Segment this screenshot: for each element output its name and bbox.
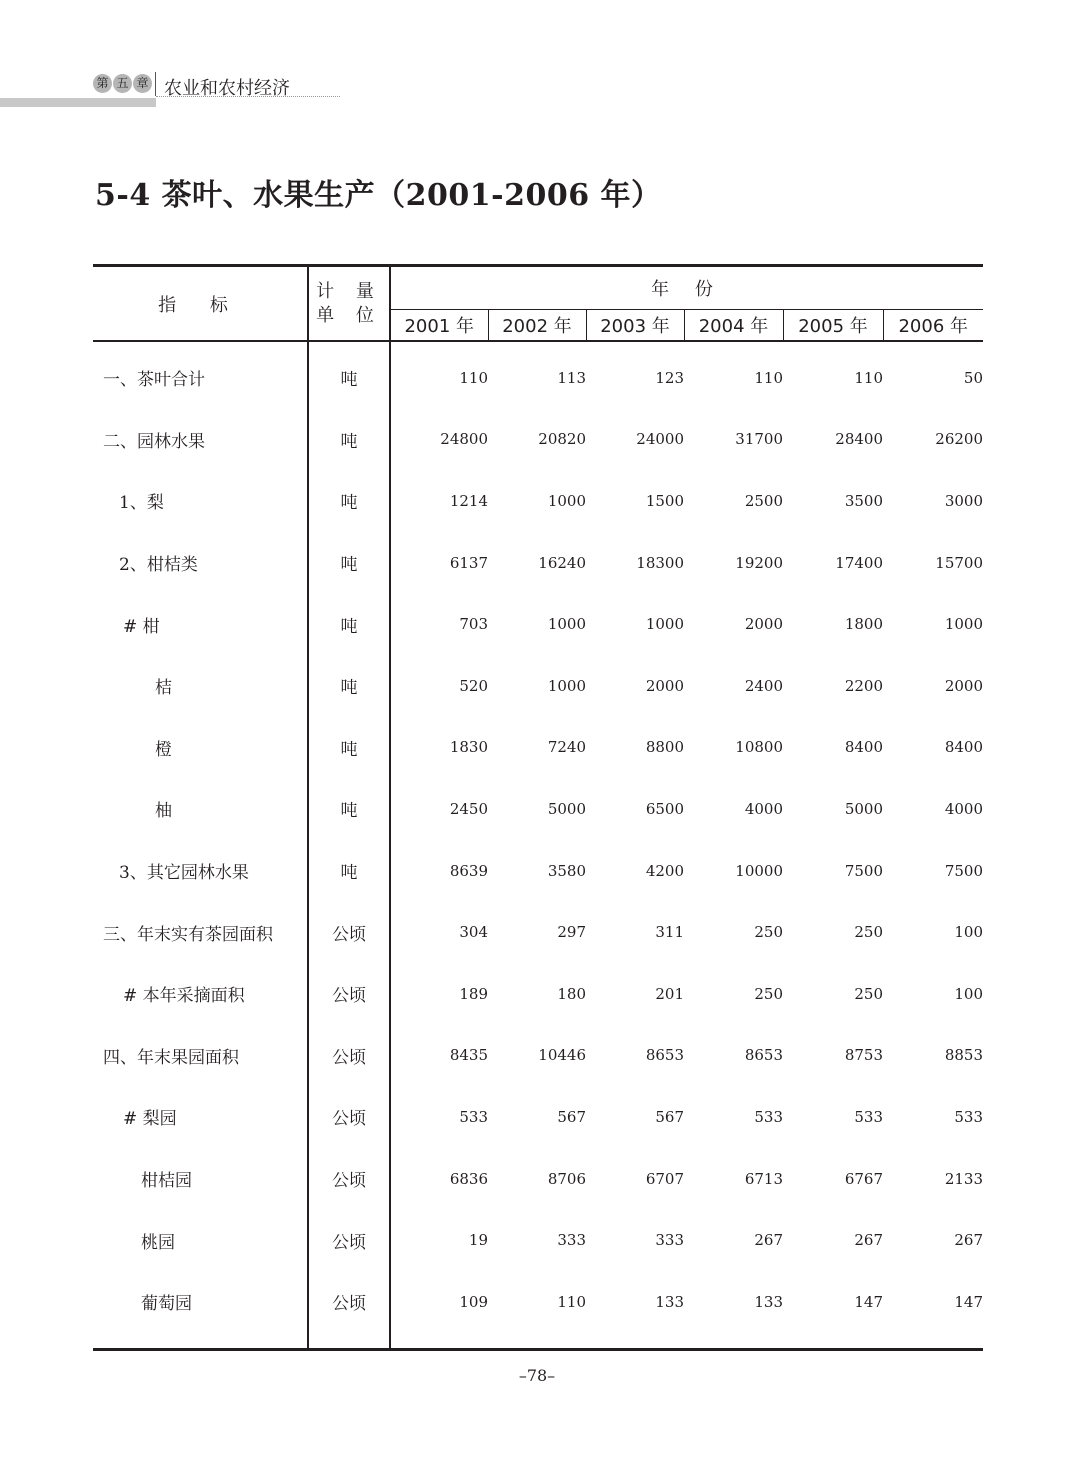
row-value: 2200 bbox=[844, 676, 883, 695]
row-value: 7240 bbox=[547, 738, 586, 757]
row-value: 110 bbox=[854, 368, 883, 387]
row-value: 8400 bbox=[844, 738, 883, 757]
row-value: 18300 bbox=[636, 553, 684, 572]
row-indicator: # 本年采摘面积 bbox=[93, 963, 308, 1025]
table-row bbox=[93, 1025, 983, 1087]
table-row bbox=[93, 341, 983, 409]
row-value: 250 bbox=[854, 923, 883, 942]
row-value: 2400 bbox=[744, 676, 783, 695]
row-value: 533 bbox=[854, 1107, 883, 1126]
table-row bbox=[93, 470, 983, 532]
row-unit: 公顷 bbox=[308, 963, 390, 1025]
row-value: 1800 bbox=[844, 615, 883, 634]
row-value: 250 bbox=[754, 984, 783, 1003]
row-value: 1000 bbox=[547, 615, 586, 634]
table-row bbox=[93, 655, 983, 717]
row-value: 6137 bbox=[449, 553, 488, 572]
row-value: 201 bbox=[655, 984, 684, 1003]
data-table-wrap bbox=[93, 264, 983, 1351]
table-row bbox=[93, 778, 983, 840]
row-unit: 吨 bbox=[308, 532, 390, 594]
row-indicator: 二、园林水果 bbox=[93, 409, 308, 471]
row-value: 147 bbox=[854, 1292, 883, 1311]
row-value: 100 bbox=[954, 923, 984, 942]
table-row bbox=[93, 1271, 983, 1349]
row-value: 17400 bbox=[835, 553, 883, 572]
header-year: 2005 年 bbox=[783, 310, 883, 342]
row-value: 10000 bbox=[735, 861, 783, 880]
table-row bbox=[93, 593, 983, 655]
row-unit: 吨 bbox=[308, 409, 390, 471]
row-value: 19 bbox=[468, 1231, 488, 1250]
chapter-separator bbox=[155, 72, 156, 96]
row-unit: 吨 bbox=[308, 470, 390, 532]
row-indicator: 三、年末实有茶园面积 bbox=[93, 901, 308, 963]
chapter-char: 五 bbox=[113, 74, 132, 93]
row-unit: 吨 bbox=[308, 778, 390, 840]
row-value: 333 bbox=[557, 1231, 586, 1250]
row-indicator: 桔 bbox=[93, 655, 308, 717]
row-indicator: 一、茶叶合计 bbox=[93, 341, 308, 409]
row-value: 8653 bbox=[744, 1046, 783, 1065]
row-indicator: 1、梨 bbox=[93, 470, 308, 532]
data-table bbox=[93, 264, 983, 1351]
row-value: 8435 bbox=[449, 1046, 488, 1065]
row-value: 567 bbox=[557, 1107, 586, 1126]
table-row bbox=[93, 1086, 983, 1148]
chapter-char: 第 bbox=[93, 74, 112, 93]
chapter-badge bbox=[93, 74, 152, 93]
row-value: 100 bbox=[954, 984, 984, 1003]
row-value: 250 bbox=[754, 923, 783, 942]
row-value: 5000 bbox=[547, 799, 586, 818]
row-indicator: 四、年末果园面积 bbox=[93, 1025, 308, 1087]
header-year: 2001 年 bbox=[390, 310, 488, 342]
row-value: 1830 bbox=[449, 738, 488, 757]
chapter-title: 农业和农村经济 bbox=[164, 78, 290, 99]
row-indicator: 桃园 bbox=[93, 1209, 308, 1271]
row-value: 16240 bbox=[538, 553, 586, 572]
row-value: 7500 bbox=[844, 861, 883, 880]
header-year: 2003 年 bbox=[586, 310, 684, 342]
chapter-char: 章 bbox=[133, 74, 152, 93]
row-value: 2450 bbox=[449, 799, 488, 818]
row-value: 26200 bbox=[935, 430, 984, 449]
row-value: 8706 bbox=[547, 1169, 586, 1188]
header-year: 2004 年 bbox=[684, 310, 783, 342]
header-unit-line2: 单 位 bbox=[316, 304, 382, 326]
row-value: 4000 bbox=[744, 799, 783, 818]
row-unit: 公顷 bbox=[308, 1209, 390, 1271]
row-value: 250 bbox=[854, 984, 883, 1003]
table-row bbox=[93, 901, 983, 963]
row-unit: 公顷 bbox=[308, 1148, 390, 1210]
row-value: 147 bbox=[954, 1292, 984, 1311]
row-value: 333 bbox=[655, 1231, 684, 1250]
row-value: 6836 bbox=[449, 1169, 488, 1188]
row-unit: 公顷 bbox=[308, 1271, 390, 1349]
row-value: 1000 bbox=[547, 491, 586, 510]
row-value: 50 bbox=[963, 368, 984, 387]
table-row bbox=[93, 1209, 983, 1271]
row-value: 24000 bbox=[636, 430, 684, 449]
row-unit: 公顷 bbox=[308, 901, 390, 963]
row-value: 703 bbox=[459, 615, 488, 634]
row-value: 3000 bbox=[944, 491, 984, 510]
row-indicator: # 柑 bbox=[93, 593, 308, 655]
row-value: 533 bbox=[954, 1107, 984, 1126]
header-year: 2002 年 bbox=[488, 310, 586, 342]
row-value: 6767 bbox=[844, 1169, 883, 1188]
row-value: 3580 bbox=[547, 861, 586, 880]
row-value: 180 bbox=[557, 984, 586, 1003]
row-value: 2000 bbox=[944, 676, 984, 695]
row-value: 8400 bbox=[944, 738, 984, 757]
header-years: 年 份 bbox=[390, 266, 983, 310]
row-value: 8800 bbox=[645, 738, 684, 757]
table-row bbox=[93, 963, 983, 1025]
row-value: 24800 bbox=[440, 430, 488, 449]
row-indicator: 葡萄园 bbox=[93, 1271, 308, 1349]
row-indicator: 柚 bbox=[93, 778, 308, 840]
row-value: 15700 bbox=[935, 553, 984, 572]
table-row bbox=[93, 840, 983, 902]
row-value: 110 bbox=[459, 368, 488, 387]
row-value: 297 bbox=[557, 923, 586, 942]
row-indicator: 3、其它园林水果 bbox=[93, 840, 308, 902]
header-unit-line1: 计 量 bbox=[316, 280, 382, 302]
row-value: 520 bbox=[459, 676, 488, 695]
row-indicator: 柑桔园 bbox=[93, 1148, 308, 1210]
header-bar bbox=[0, 98, 156, 107]
row-value: 2500 bbox=[744, 491, 783, 510]
row-value: 109 bbox=[459, 1292, 488, 1311]
row-value: 20820 bbox=[538, 430, 586, 449]
table-row bbox=[93, 1148, 983, 1210]
row-value: 123 bbox=[655, 368, 684, 387]
row-unit: 吨 bbox=[308, 593, 390, 655]
row-value: 1000 bbox=[944, 615, 984, 634]
row-value: 10446 bbox=[538, 1046, 586, 1065]
table-row bbox=[93, 532, 983, 594]
row-value: 1500 bbox=[645, 491, 684, 510]
row-value: 2000 bbox=[645, 676, 684, 695]
row-unit: 吨 bbox=[308, 717, 390, 779]
row-indicator: # 梨园 bbox=[93, 1086, 308, 1148]
row-value: 1000 bbox=[645, 615, 684, 634]
row-value: 7500 bbox=[944, 861, 984, 880]
row-value: 8653 bbox=[645, 1046, 684, 1065]
row-value: 1214 bbox=[449, 491, 488, 510]
row-value: 189 bbox=[459, 984, 488, 1003]
row-value: 8639 bbox=[449, 861, 488, 880]
row-value: 533 bbox=[459, 1107, 488, 1126]
row-value: 311 bbox=[655, 923, 684, 942]
row-value: 533 bbox=[754, 1107, 783, 1126]
row-value: 3500 bbox=[844, 491, 883, 510]
row-value: 267 bbox=[754, 1231, 783, 1250]
row-value: 6713 bbox=[744, 1169, 783, 1188]
header-year: 2006 年 bbox=[883, 310, 983, 342]
table-row bbox=[93, 717, 983, 779]
row-value: 267 bbox=[954, 1231, 984, 1250]
row-value: 6500 bbox=[645, 799, 684, 818]
row-indicator: 2、柑桔类 bbox=[93, 532, 308, 594]
row-unit: 吨 bbox=[308, 341, 390, 409]
row-value: 4200 bbox=[645, 861, 684, 880]
row-value: 28400 bbox=[835, 430, 883, 449]
row-value: 6707 bbox=[645, 1169, 684, 1188]
row-value: 304 bbox=[459, 923, 488, 942]
row-value: 267 bbox=[854, 1231, 883, 1250]
row-value: 567 bbox=[655, 1107, 684, 1126]
row-value: 4000 bbox=[944, 799, 984, 818]
table-row bbox=[93, 409, 983, 471]
row-value: 10800 bbox=[735, 738, 783, 757]
row-unit: 吨 bbox=[308, 655, 390, 717]
row-value: 19200 bbox=[735, 553, 783, 572]
row-value: 133 bbox=[754, 1292, 783, 1311]
row-value: 113 bbox=[557, 368, 586, 387]
row-value: 8853 bbox=[944, 1046, 984, 1065]
row-indicator: 橙 bbox=[93, 717, 308, 779]
row-value: 2000 bbox=[744, 615, 783, 634]
page-number: –78– bbox=[518, 1366, 556, 1385]
row-unit: 公顷 bbox=[308, 1025, 390, 1087]
header-indicator: 指 标 bbox=[93, 266, 308, 342]
row-unit: 吨 bbox=[308, 840, 390, 902]
header-unit bbox=[308, 266, 390, 342]
row-value: 1000 bbox=[547, 676, 586, 695]
row-value: 31700 bbox=[735, 430, 783, 449]
row-value: 110 bbox=[557, 1292, 586, 1311]
row-value: 2133 bbox=[944, 1169, 984, 1188]
row-value: 8753 bbox=[844, 1046, 883, 1065]
row-value: 5000 bbox=[844, 799, 883, 818]
row-unit: 公顷 bbox=[308, 1086, 390, 1148]
page-title: 5-4 茶叶、水果生产（2001-2006 年） bbox=[95, 178, 662, 213]
row-value: 133 bbox=[655, 1292, 684, 1311]
row-value: 110 bbox=[754, 368, 783, 387]
